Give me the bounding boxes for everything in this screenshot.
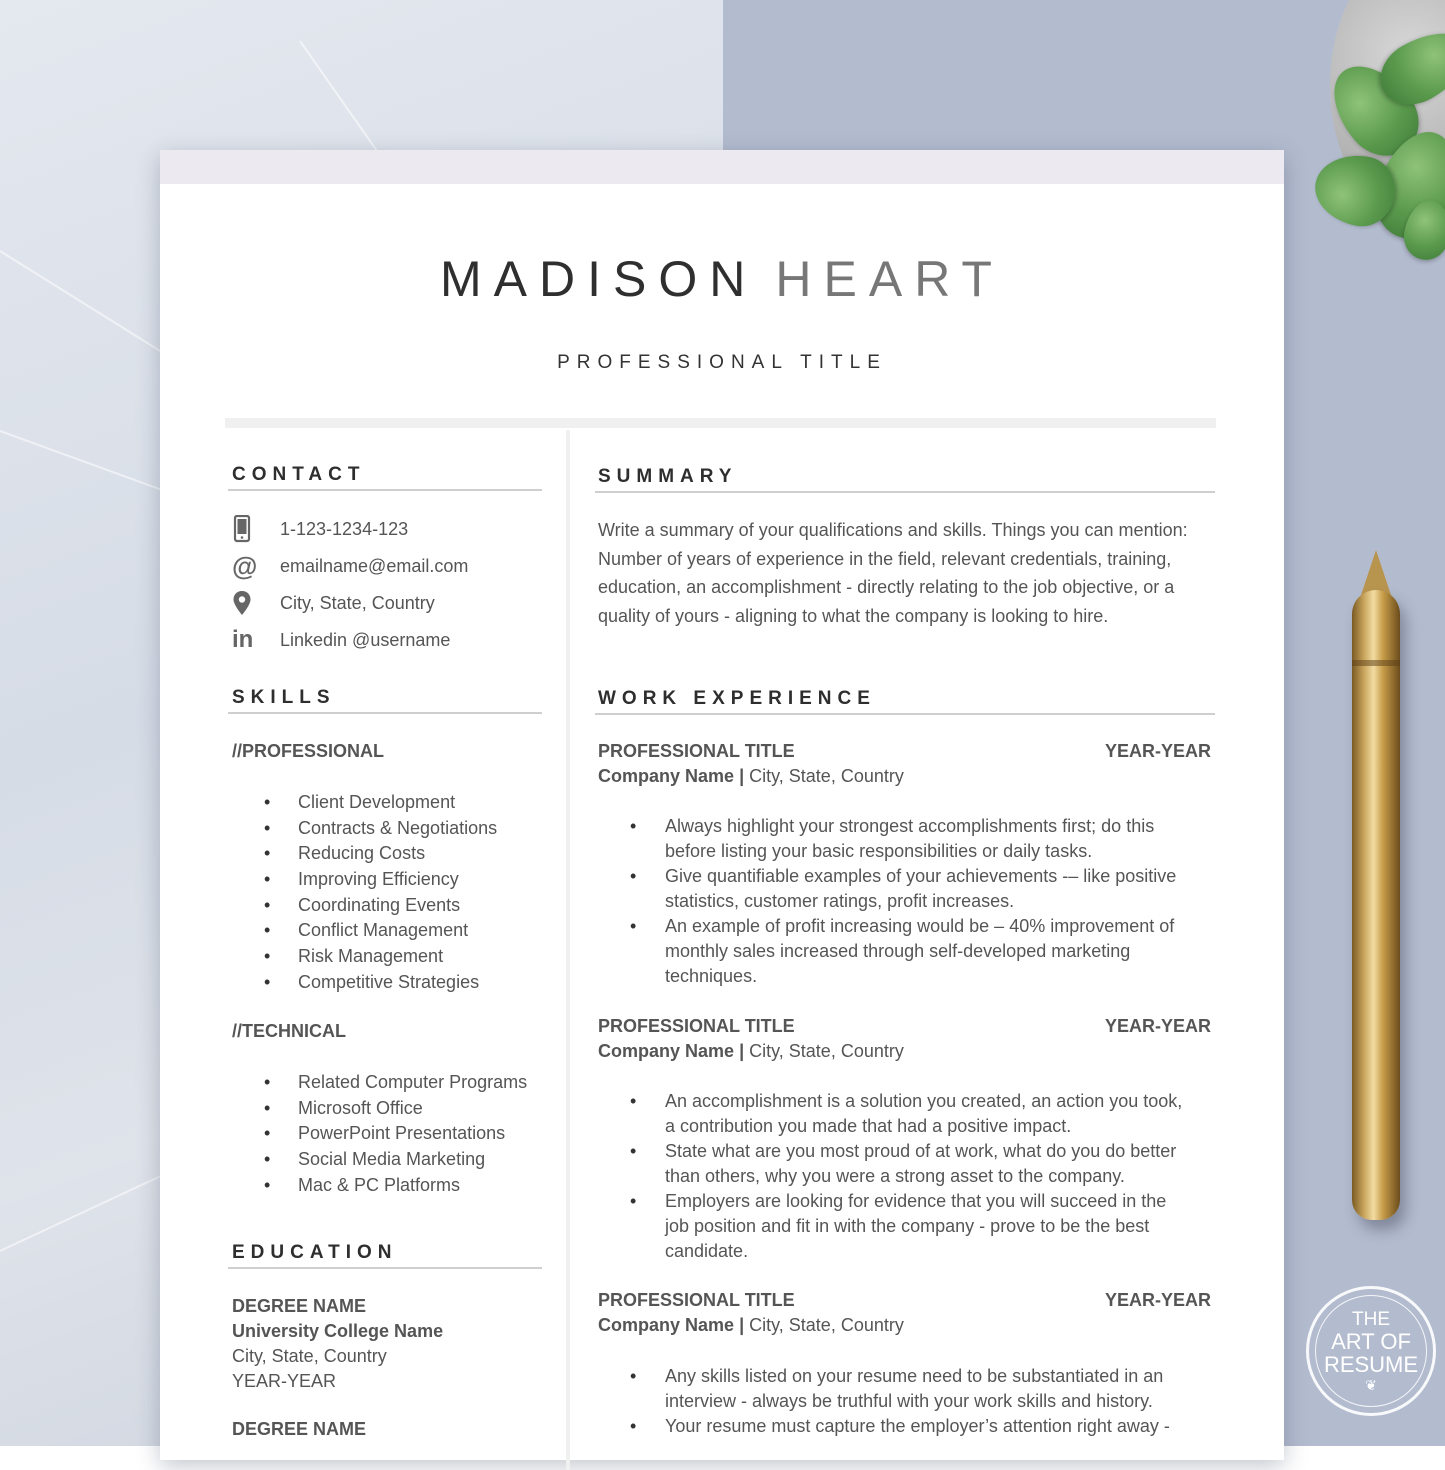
list-item: • Client Development — [260, 790, 497, 816]
job-company-line — [598, 1041, 904, 1062]
list-item: • Give quantifiable examples of your achievements -– like positive statistics, customer ratings, profit increases. — [630, 864, 1210, 914]
job-header — [598, 1290, 1211, 1311]
list-item: • Microsoft Office — [260, 1096, 527, 1122]
separator: | — [739, 1041, 745, 1061]
list-item: • Reducing Costs — [260, 841, 497, 867]
summary-text — [598, 516, 1218, 630]
separator: | — [739, 766, 745, 786]
technical-skills-heading: //TECHNICAL — [232, 1021, 346, 1041]
degree-name: DEGREE NAME — [232, 1419, 367, 1439]
education-entry — [232, 1294, 443, 1394]
lotus-icon: ❦ — [1365, 1376, 1377, 1393]
phone-text: 1-123-1234-123 — [280, 518, 409, 539]
company-name: Company Name — [598, 1041, 735, 1061]
school-years: YEAR-YEAR — [232, 1371, 337, 1391]
professional-title: PROFESSIONAL TITLE — [557, 352, 887, 373]
skills-heading: SKILLS — [232, 687, 336, 708]
contact-heading: CONTACT — [232, 464, 366, 485]
technical-skills-list — [260, 1070, 527, 1198]
separator: | — [739, 1315, 745, 1335]
contact-phone — [232, 514, 408, 544]
location-text: City, State, Country — [280, 592, 435, 613]
list-item: • Risk Management — [260, 944, 497, 970]
company-name: Company Name — [598, 1315, 735, 1335]
logo-line-2: ART OF — [1331, 1328, 1411, 1354]
job-title: PROFESSIONAL TITLE — [598, 1290, 795, 1310]
list-item: • Employers are looking for evidence that you will succeed in the job position and fit in with the company - prove to be the best candidate. — [630, 1189, 1210, 1264]
job-company-line — [598, 766, 904, 787]
list-item: • An accomplishment is a solution you created, an action you took, a contribution you made that had a positive impact. — [630, 1089, 1210, 1139]
contact-rule — [228, 489, 542, 491]
list-item: • Social Media Marketing — [260, 1147, 527, 1173]
header-divider — [225, 418, 1216, 428]
education-entry — [232, 1417, 366, 1442]
list-item: • Any skills listed on your resume need to be substantiated in an interview - always be truthful with your work skills and history. — [630, 1364, 1210, 1414]
job-company-line — [598, 1315, 904, 1336]
linkedin-text: Linkedin @username — [280, 629, 451, 650]
education-heading: EDUCATION — [232, 1242, 398, 1263]
work-heading: WORK EXPERIENCE — [598, 688, 876, 709]
job-bullets — [630, 814, 1210, 989]
summary-heading: SUMMARY — [598, 466, 738, 487]
school-location: City, State, Country — [232, 1346, 387, 1366]
company-name: Company Name — [598, 766, 735, 786]
resume-page — [160, 150, 1284, 1460]
last-name: HEART — [775, 251, 1004, 307]
skills-rule — [228, 712, 542, 714]
job-years: YEAR-YEAR — [1104, 741, 1211, 761]
column-divider — [566, 430, 570, 1470]
page-top-band — [160, 150, 1284, 184]
list-item: • State what are you most proud of at work, what do you do better than others, why you were a strong asset to the company. — [630, 1139, 1210, 1189]
list-item: • Conflict Management — [260, 918, 497, 944]
list-item: • Coordinating Events — [260, 893, 497, 919]
job-bullets — [630, 1089, 1210, 1264]
candidate-name — [160, 250, 1284, 308]
job-bullets — [630, 1364, 1210, 1439]
company-location: City, State, Country — [749, 766, 904, 786]
contact-location — [232, 588, 435, 618]
school-name: University College Name — [232, 1321, 444, 1341]
summary-line: Number of years of experience in the field, relevant credentials, training, — [598, 548, 1172, 569]
phone-icon — [232, 515, 280, 543]
list-item: • Your resume must capture the employer’s attention right away - — [630, 1414, 1210, 1439]
job-title: PROFESSIONAL TITLE — [598, 1016, 795, 1036]
summary-line: quality of yours - aligning to what the company is looking to hire. — [598, 605, 1109, 626]
company-location: City, State, Country — [749, 1041, 904, 1061]
job-title: PROFESSIONAL TITLE — [598, 741, 795, 761]
list-item: • PowerPoint Presentations — [260, 1121, 527, 1147]
list-item: • Improving Efficiency — [260, 867, 497, 893]
map-pin-icon — [232, 590, 280, 616]
linkedin-icon: in — [232, 626, 254, 653]
contact-linkedin — [232, 625, 450, 655]
job-years: YEAR-YEAR — [1104, 1016, 1211, 1036]
list-item: • Contracts & Negotiations — [260, 816, 497, 842]
company-location: City, State, Country — [749, 1315, 904, 1335]
logo-line-1: THE — [1352, 1308, 1390, 1330]
summary-line: education, an accomplishment - directly relating to the job objective, or a — [598, 577, 1175, 597]
job-years: YEAR-YEAR — [1104, 1290, 1211, 1310]
contact-email — [232, 551, 468, 581]
list-item: • Always highlight your strongest accomplishments first; do this before listing your basic responsibilities or daily tasks. — [630, 814, 1210, 864]
logo-line-3: RESUME — [1323, 1351, 1419, 1377]
art-of-resume-logo — [1306, 1286, 1436, 1416]
summary-rule — [595, 491, 1215, 493]
list-item: • Related Computer Programs — [260, 1070, 527, 1096]
list-item: • Mac & PC Platforms — [260, 1173, 527, 1199]
job-header — [598, 741, 1211, 762]
first-name: MADISON — [440, 251, 758, 307]
job-header — [598, 1016, 1211, 1037]
email-text: emailname@email.com — [280, 555, 469, 576]
list-item: • Competitive Strategies — [260, 970, 497, 996]
summary-line: Write a summary of your qualifications and skills. Things you can mention: — [598, 520, 1188, 540]
degree-name: DEGREE NAME — [232, 1296, 367, 1316]
professional-skills-heading: //PROFESSIONAL — [232, 741, 385, 761]
list-item: • An example of profit increasing would be – 40% improvement of monthly sales increased through self-developed marketing techniques. — [630, 914, 1210, 989]
at-icon: @ — [232, 550, 258, 581]
professional-skills-list — [260, 790, 497, 996]
work-rule — [595, 713, 1215, 715]
education-rule — [228, 1267, 542, 1269]
